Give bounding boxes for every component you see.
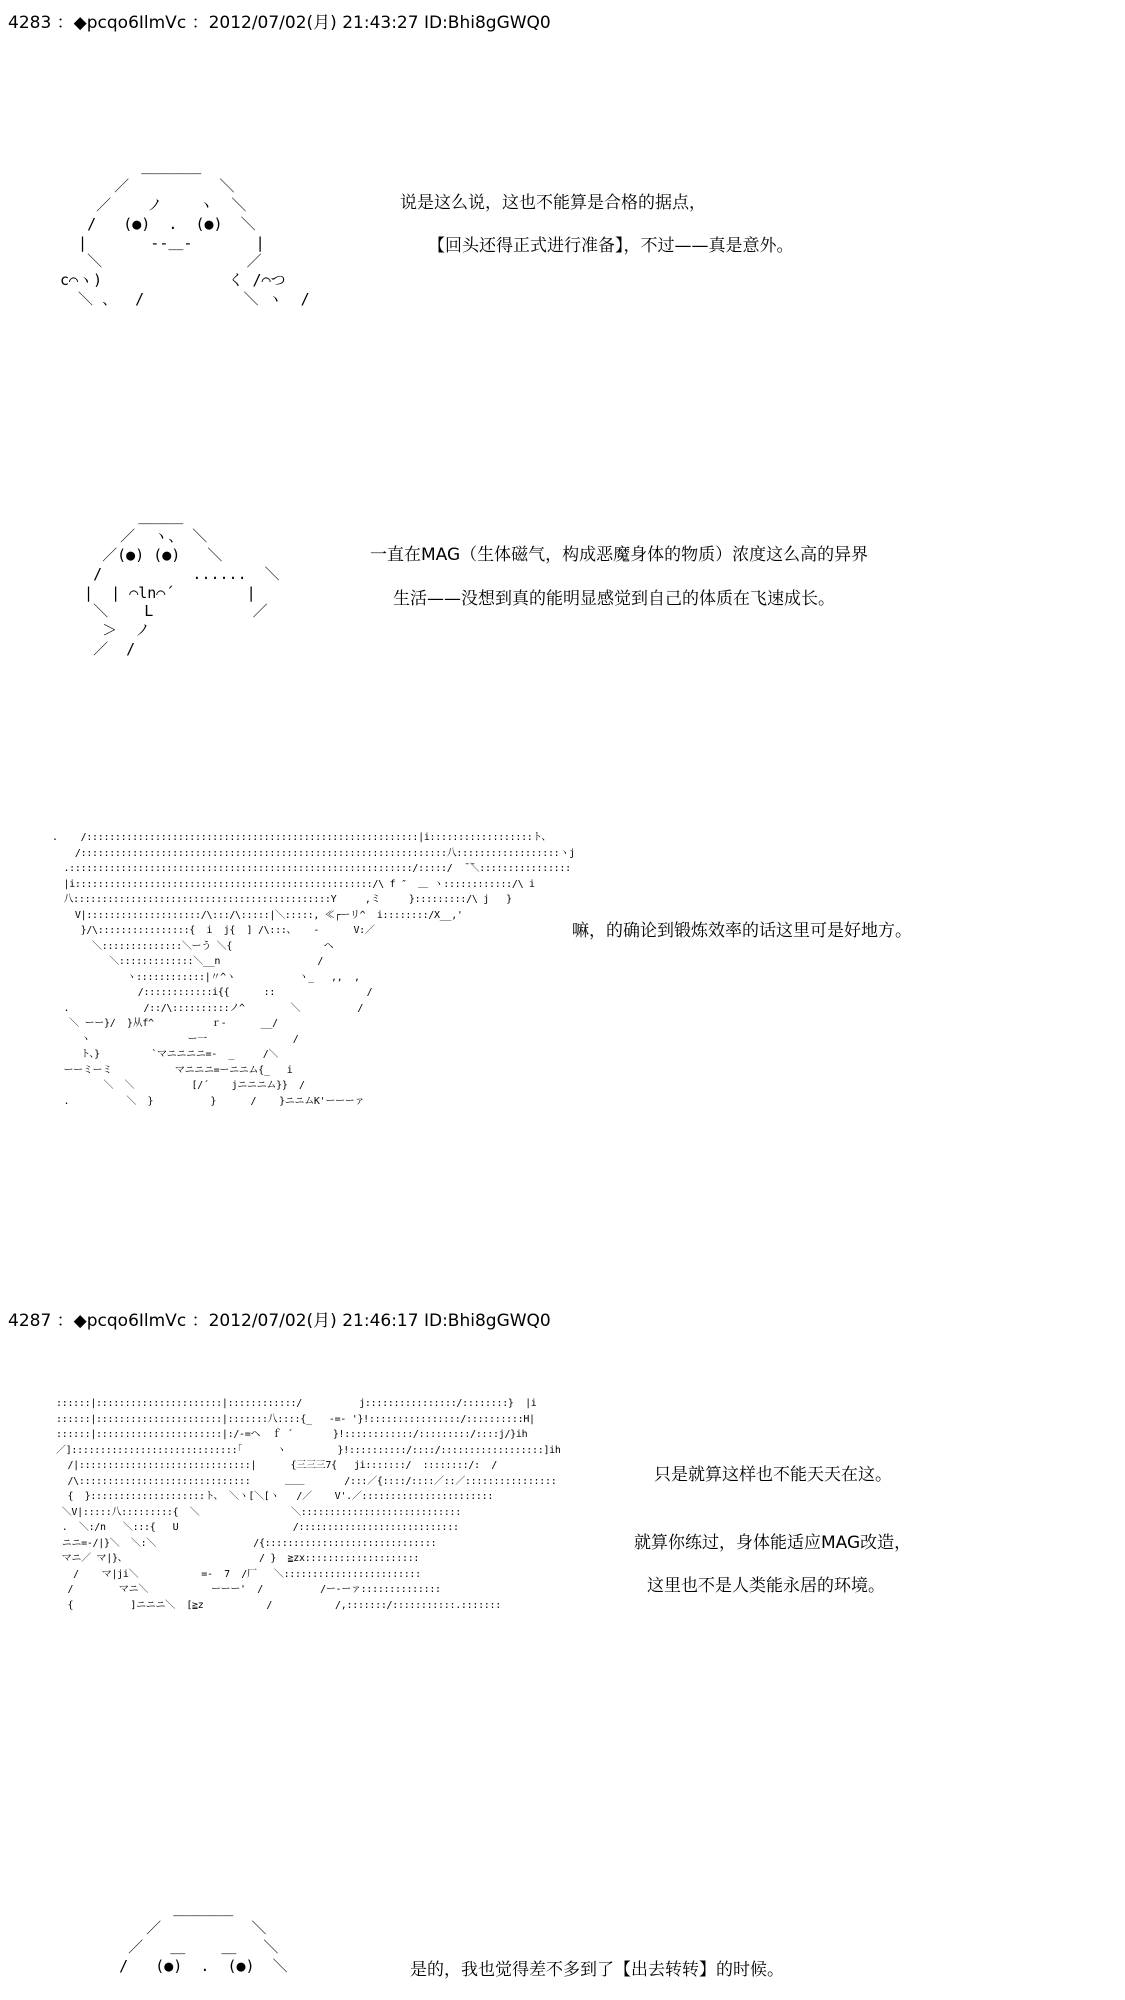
dialogue-line: 【回头还得正式进行准备】，不过——真是意外。 [428,236,794,256]
dialogue-line: 说是这么说，这也不能算是合格的据点， [400,193,706,213]
dialogue-line: 就算你练过，身体能适应MAG改造， [634,1533,912,1553]
post-header: 4287 ：◆pcqo6IlmVc ：2012/07/02(月) 21:46:17 ID:Bhi8gGWQ0 [8,1311,551,1331]
ascii-art-scene: . /::::::::::::::::::::::::::::::::::::::::::::::::::::::::::|i::::::::::::::::::ト、 /::::::::::::::::::::::::::::::::::::::::::::::::::::::::::::::::八::::::::::::::::::ヽj .::::::::::::::::::::::::::::::::::::::::::::::::::::::::::::/:::::/ ̄ ̄＼:::::::::::::::: |i::::::::::::::::::::::::::::::::::::::::::::::::::::/\ f ″ ＿ ヽ::::::::::::/\ i 八:::::::::::::::::::::::::::::::::::::::::::::Y ,ミ }:::::::::/\ j } V|::::::::::::::::::::/\:::/\:::::|＼:::::, ≪┌ーリ^ i::::::::/X__,' }/\::::::::::::::::{ i j{ ] /\:::、 ‐ V:／ ＼::::::::::::::＼ーう ＼{ ヘ ＼:::::::::::::＼__n / ヽ::::::::::::|〃^ヽ ヽ_ ,, , /::::::::::::i{{ :: / . /::/\::::::::::ノ^ ＼ / ＼ ーー}/ }从f^ ｒ- __/ ヽ ー一 / ト、} `マニニニニ=- _ /＼ ーーミーミ マニニニ=ーニニム{_ i ＼ ＼ [/´ jニニニム}} / . ＼ } } / }ニニムK'ーーーァ [52,832,575,1107]
dialogue-line: 一直在MAG（生体磁气，构成恶魔身体的物质）浓度这么高的异界 [370,545,869,565]
dialogue-line: 是的，我也觉得差不多到了【出去转转】的时候。 [410,1960,784,1980]
dialogue-line: 嘛，的确论到锻炼效率的话这里可是好地方。 [572,921,912,941]
dialogue-line: 这里也不是人类能永居的环境。 [647,1576,885,1596]
dialogue-line: 只是就算这样也不能天天在这。 [654,1465,892,1485]
ascii-art-scene: ::::::|::::::::::::::::::::::|::::::::::::/ j::::::::::::::::/::::::::} |i ::::::|::::::::::::::::::::::|:::::::八::::{_ -=- '}!::::::::::::::::/::::::::::H| ::::::|::::::::::::::::::::::|:/-=ヘ ｆ ´ }!::::::::::::/:::::::::/::::j/}ih ／]:::::::::::::::::::::::::::::｢ ヽ }!::::::::::/::::/::::::::::::::::::]ih /|::::::::::::::::::::::::::::::| {三三三7{ ji:::::::/ ::::::::/: / /\:::::::::::::::::::::::::::::: ＿＿ /:::／{::::/::::／::／:::::::::::::::: { }::::::::::::::::::::ト、 ＼ヽ[＼[ヽ /／ V'.／::::::::::::::::::::::: ＼V|:::::八:::::::::{ ＼ ＼:::::::::::::::::::::::::::: . ＼:/n ＼:::{ U /:::::::::::::::::::::::::::: ニニ=-/|}＼ ＼:＼ /{:::::::::::::::::::::::::::::: マニ／ マ|}、 / } ≧zx:::::::::::::::::::: / マ|ji＼ =- 7 /厂 ＼:::::::::::::::::::::::: / マニ＼ ーーー' / /ー‐ーァ:::::::::::::: { ]ニニニ＼ [≧z / /,:::::::/:::::::::::.::::::: [56,1398,561,1611]
post-header: 4283 ：◆pcqo6IlmVc ：2012/07/02(月) 21:43:27 ID:Bhi8gGWQ0 [8,13,551,33]
ascii-art-character: ＿＿＿＿ ／ ＼ ／ ノ ヽ ＼ / (●) . (●) ＼ | --＿- | ＼ ／ c⌒ヽ) く /⌒つ ＼ 、 / ＼ ヽ / [60,158,310,309]
dialogue-line: 生活——没想到真的能明显感觉到自己的体质在飞速成长。 [393,589,835,609]
ascii-art-character: ＿＿＿＿ ／ ＼ ／ ＿ ＿ ＼ / (●) . (●) ＼ [119,1900,288,1975]
ascii-art-character: ＿＿＿ ／ ヽ、 ＼ ／(●) (●) ＼ / ...... ＼ | | ⌒ln⌒´ | ＼ L ／ ＞ ノ ／ / [84,508,280,659]
